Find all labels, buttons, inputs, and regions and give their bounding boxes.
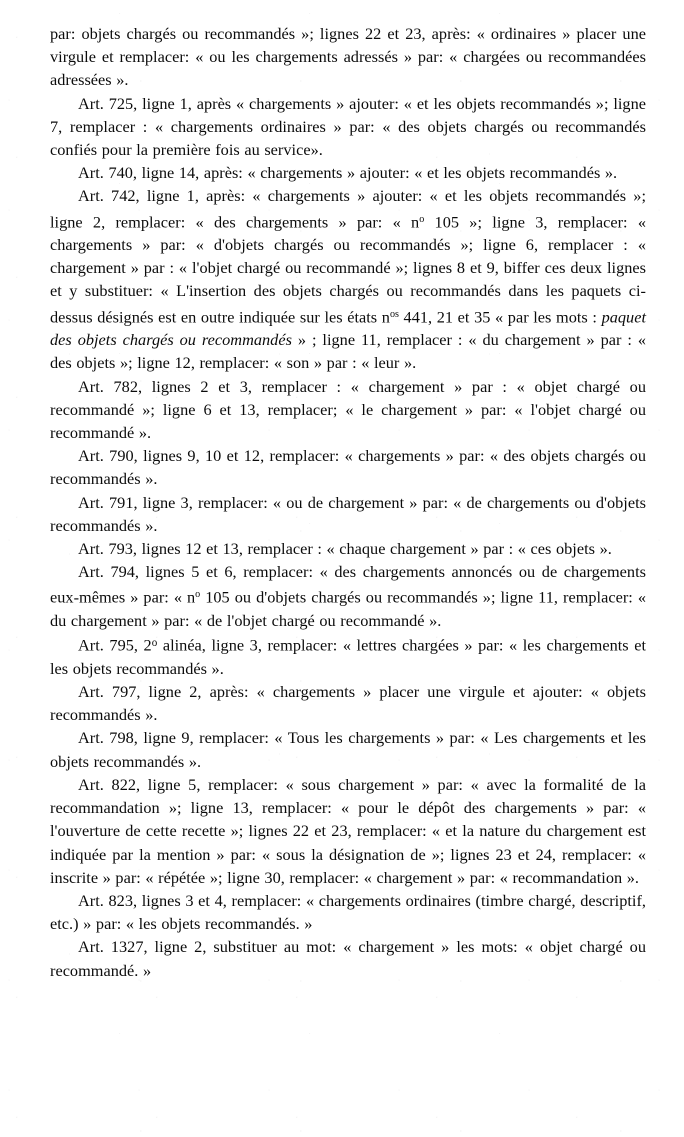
text-run: 441, 21 et 35 « par les mots : <box>398 306 602 326</box>
paragraph-p-art-742 <box>50 184 646 374</box>
ordinal-degree-mark: o <box>151 637 158 650</box>
text-run: Art. 798, ligne 9, remplacer: « Tous les chargements » par: « Les chargements et les objets recommandés ». <box>50 728 646 771</box>
text-run: Art. 793, lignes 12 et 13, remplacer : « chaque chargement » par : « ces objets ». <box>78 538 612 558</box>
paragraph-p-art-791 <box>50 491 646 537</box>
text-run: Art. 742, ligne 1, après: « chargements » ajouter: « et les objets recommandés »; ligne 2, remplacer: « des chargements » par: « n <box>50 186 646 231</box>
text-run: Art. 740, ligne 14, après: « chargements » ajouter: « et les objets recommandés ». <box>78 163 618 183</box>
numero-superscript: os <box>389 308 399 320</box>
numero-superscript: o <box>419 213 425 225</box>
paragraph-p-art-823 <box>50 889 646 935</box>
paragraph-p-art-797 <box>50 680 646 726</box>
text-run: Art. 782, lignes 2 et 3, remplacer : « chargement » par : « objet chargé ou recommandé »; ligne 6 et 13, remplacer; « le chargement » par: « l'objet chargé ou recommandé ». <box>50 376 646 442</box>
text-run: alinéa, ligne 3, remplacer: « lettres chargées » par: « les chargements et les objets recommandés ». <box>50 635 646 678</box>
text-run: Art. 822, ligne 5, remplacer: « sous chargement » par: « avec la formalité de la recommandation »; ligne 13, remplacer: « pour le dépôt des chargements » par: « l'ouverture de cette recette »; lignes 22 et 23, remplacer: « et la nature du chargement est indiquée par la mention » par: « sous la désignation de »; lignes 23 et 24, remplacer: « inscrite » par: « répétée »; ligne 30, remplacer: « chargement » par: « recommandation ». <box>50 774 646 887</box>
paragraph-p-art-725 <box>50 92 646 162</box>
text-run: Art. 795, 2 <box>78 635 152 655</box>
text-run: Art. 794, lignes 5 et 6, remplacer: « des chargements annoncés ou de chargements eux-mêmes » par: « n <box>50 562 646 607</box>
text-run: Art. 1327, ligne 2, substituer au mot: « chargement » les mots: « objet chargé ou recommandé. » <box>50 937 646 980</box>
paragraph-p-art-1327 <box>50 935 646 981</box>
text-run: Art. 791, ligne 3, remplacer: « ou de chargement » par: « de chargements ou d'objets recommandés ». <box>50 492 646 535</box>
text-column <box>50 22 646 982</box>
paragraph-p-art-793 <box>50 537 646 560</box>
paragraph-p-art-794 <box>50 560 646 632</box>
paragraph-p-art-795 <box>50 632 646 680</box>
text-run: par: objets chargés ou recommandés »; lignes 22 et 23, après: « ordinaires » placer une virgule et remplacer: « ou les chargements adressés » par: « chargées ou recommandées adressées ». <box>50 24 646 90</box>
paragraph-p-art-790 <box>50 444 646 490</box>
text-run: Art. 797, ligne 2, après: « chargements » placer une virgule et ajouter: « objets recommandés ». <box>50 682 646 725</box>
italic-quoted-phrase: paquet des objets chargés ou recommandés <box>50 306 646 350</box>
numero-superscript: o <box>195 589 201 601</box>
text-run: 105 ou d'objets chargés ou recommandés »; ligne 11, remplacer: « du chargement » par: « de l'objet chargé ou recommandé ». <box>50 587 646 630</box>
text-run: » ; ligne 11, remplacer : « du chargement » par : « des objets »; ligne 12, remplacer: « son » par : « leur ». <box>50 330 646 373</box>
paragraph-p-art-822 <box>50 773 646 889</box>
text-run: Art. 823, lignes 3 et 4, remplacer: « chargements ordinaires (timbre chargé, descriptif, etc.) » par: « les objets recommandés. » <box>50 890 646 934</box>
text-run: Art. 790, lignes 9, 10 et 12, remplacer: « chargements » par: « des objets chargés ou recommandés ». <box>50 446 646 489</box>
paragraph-p-art-798 <box>50 726 646 772</box>
text-run: Art. 725, ligne 1, après « chargements » ajouter: « et les objets recommandés »; ligne 7, remplacer : « chargements ordinaires » par: « des objets chargés ou recommandés confiés pour la première fois au service». <box>50 93 646 160</box>
paragraph-p-continuation <box>50 22 646 92</box>
text-run: 105 »; ligne 3, remplacer: « chargements » par: « d'objets chargés ou recommandés »; ligne 6, remplacer : « chargement » par : « l'objet chargé ou recommandé »; lignes 8 et 9, biffer ces deux lignes et y substituer: « L'insertion des objets chargés ou recommandés dans les paquets ci-dessus désignés est en outre indiquée sur les états n <box>50 211 646 326</box>
paragraph-p-art-740 <box>50 161 646 184</box>
paragraph-p-art-782 <box>50 375 646 445</box>
